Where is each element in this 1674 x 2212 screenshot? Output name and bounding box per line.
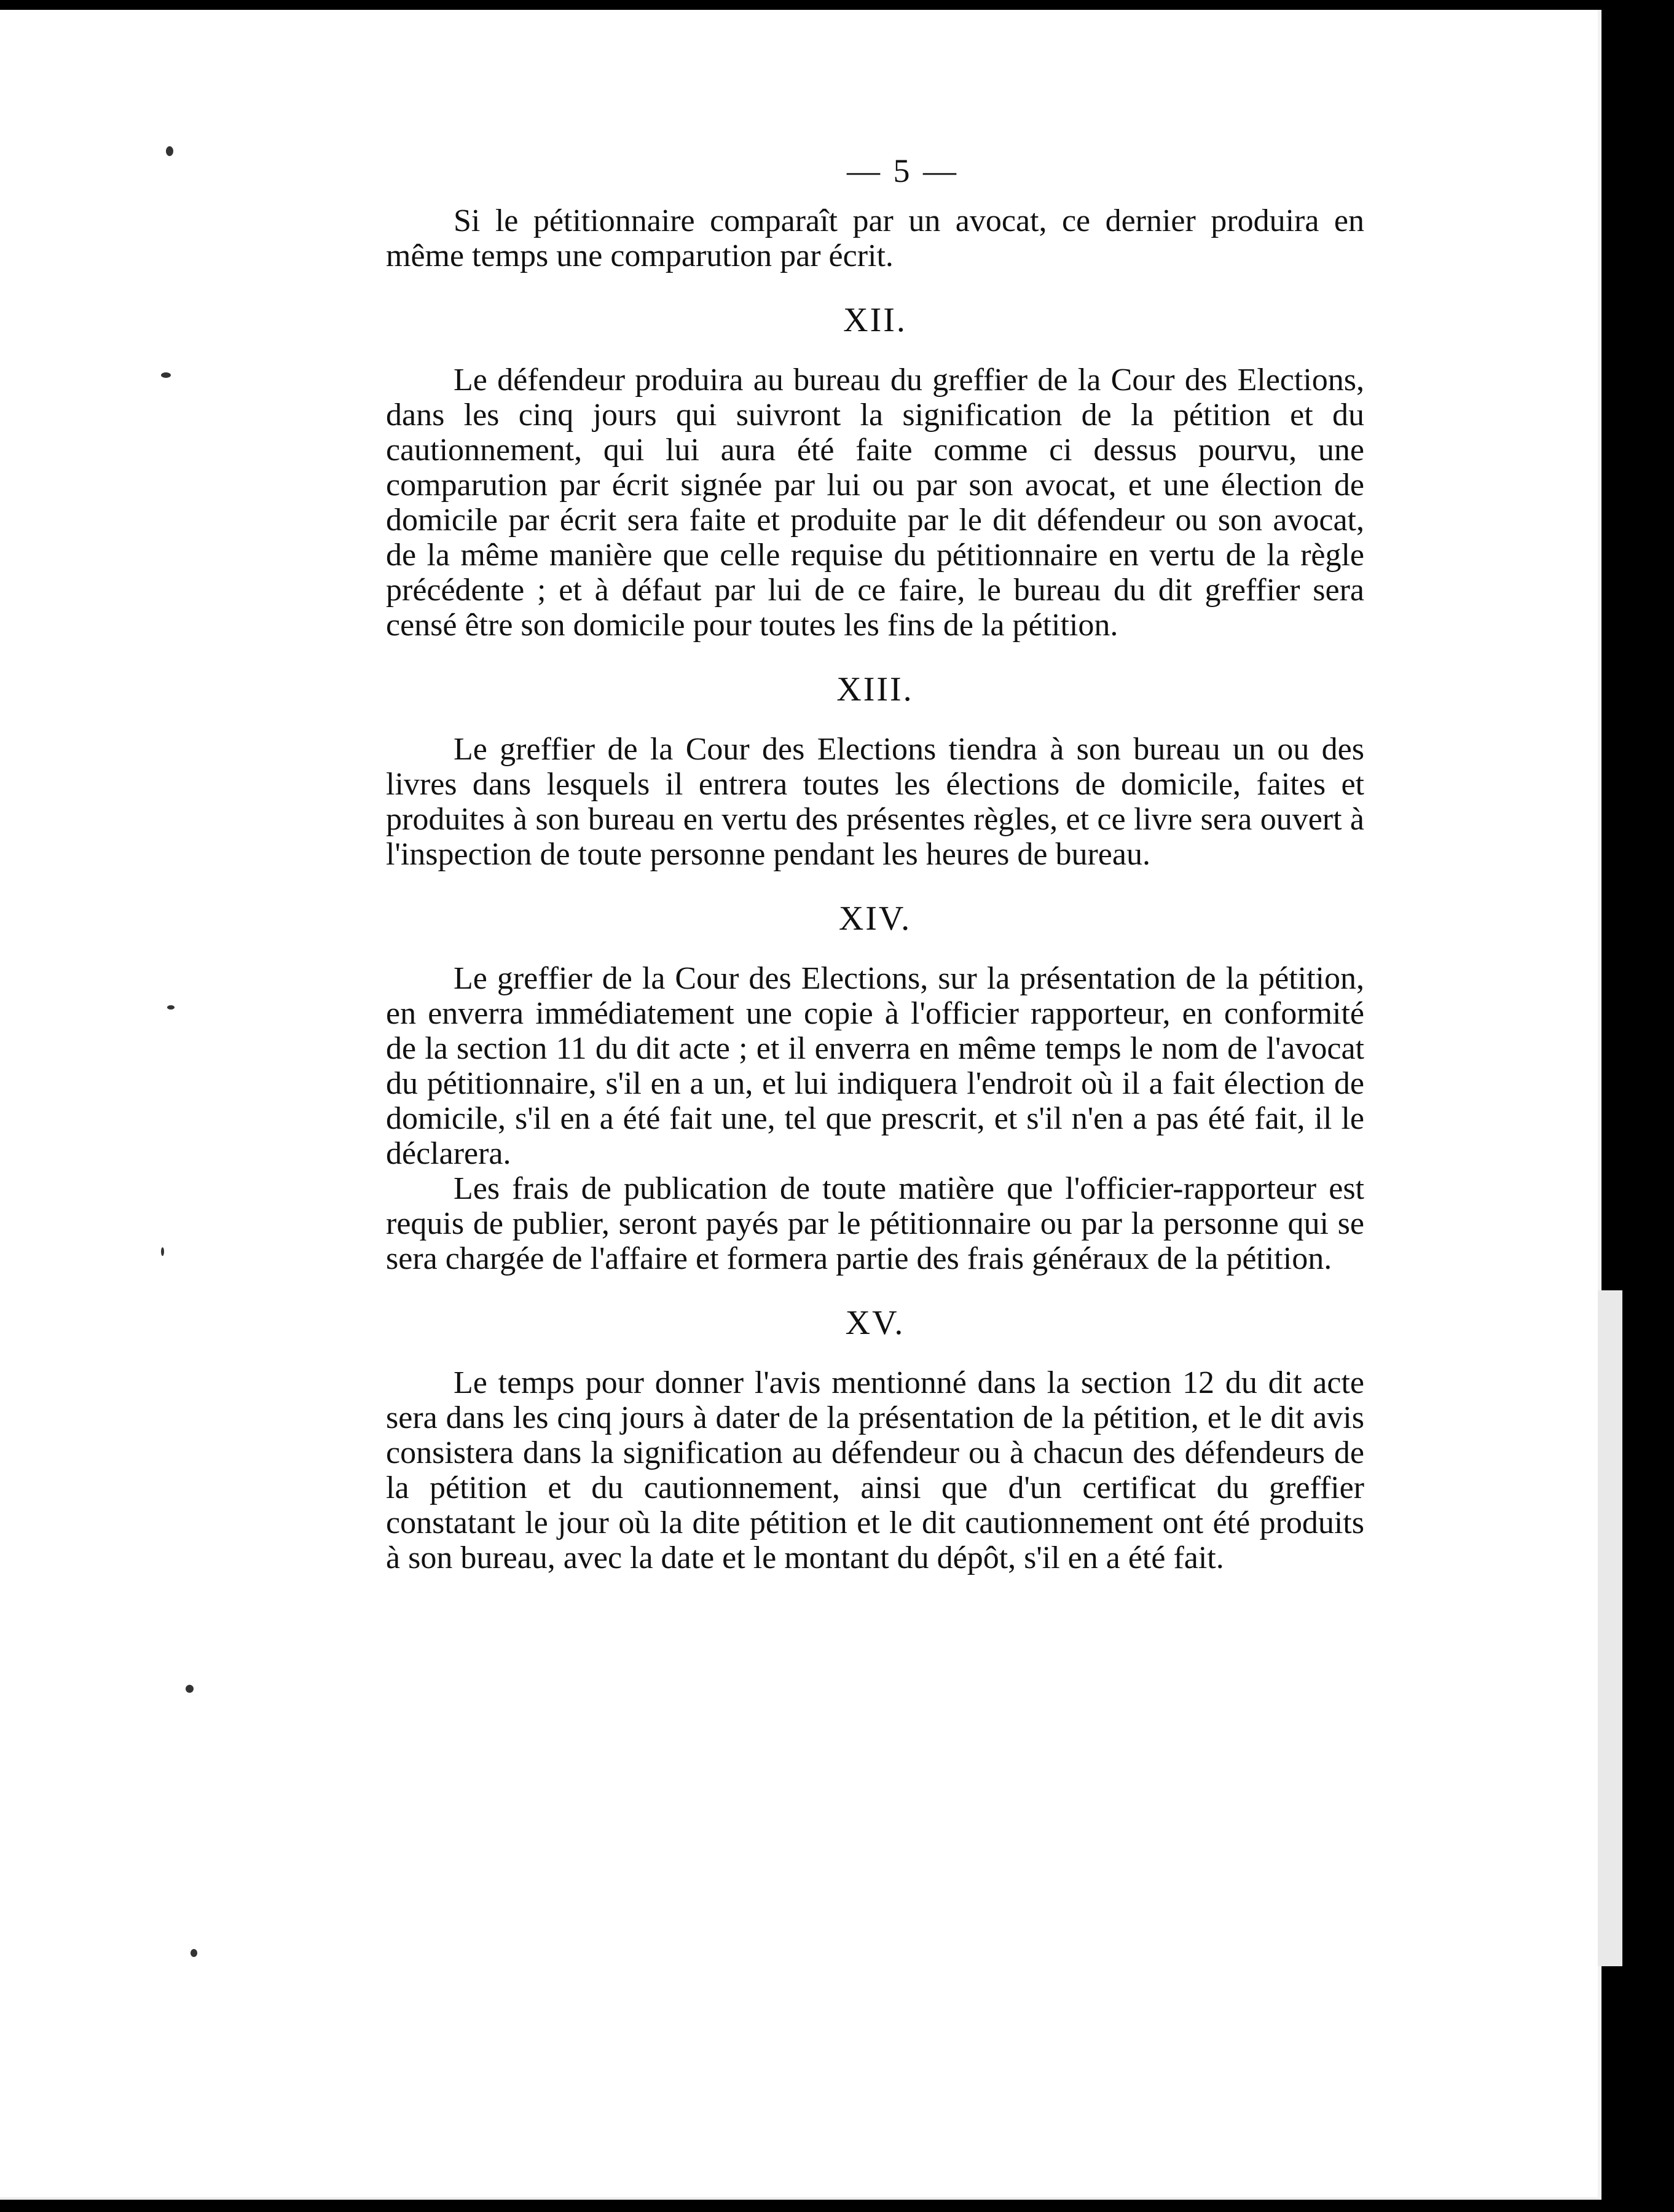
scan-speck — [167, 1005, 175, 1010]
section-paragraph: Le greffier de la Cour des Elections tiendra à son bureau un ou des livres dans lesquels il entrera toutes les élections de domicile, faites et produites à son bureau en vertu des présentes règles, et ce livre sera ouvert à l'inspection de toute personne pendant les heures de bureau. — [386, 732, 1364, 872]
section-heading: XIII. — [836, 670, 914, 708]
section-paragraph: Le temps pour donner l'avis mentionné dans la section 12 du dit acte sera dans les cinq jours à dater de la présentation de la pétition, et le dit avis consistera dans la signification au défendeur ou à chacun des défendeurs de la pétition et du cautionnement, ainsi que d'un certificat du greffier constatant le jour où la dite pétition et le dit cautionnement ont été produits à son bureau, avec la date et le montant du dépôt, s'il en a été fait. — [386, 1365, 1364, 1575]
section-paragraph: Le défendeur produira au bureau du greffier de la Cour des Elections, dans les cinq jours qui suivront la signification de la pétition et du cautionnement, qui lui aura été faite comme ci dessus pourvu, une comparution par écrit signée par lui ou par son avocat, et une élection de domicile par écrit sera faite et produite par le dit défendeur ou son avocat, de la même manière que celle requise du pétitionnaire en vertu de la règle précédente ; et à défaut par lui de ce faire, le bureau du dit greffier sera censé être son domicile pour toutes les fins de la pétition. — [386, 363, 1364, 643]
section-xiii — [386, 672, 1364, 872]
section-paragraph: Le greffier de la Cour des Elections, sur la présentation de la pétition, en enverra immédiatement une copie à l'officier rapporteur, en conformité de la section 11 du dit acte ; et il enverra en même temps le nom de l'avocat du pétitionnaire, s'il en a un, et lui indiquera l'endroit où il a fait élection de domicile, s'il en a été fait une, tel que prescrit, et s'il n'en a pas été fait, il le déclarera. — [386, 961, 1364, 1171]
section-xiv — [386, 901, 1364, 1276]
scan-speck — [161, 372, 171, 378]
section-xv — [386, 1306, 1364, 1575]
section-heading: XIV. — [838, 900, 912, 938]
scan-speck — [166, 146, 173, 156]
section-xii — [386, 303, 1364, 643]
text-column — [386, 154, 1364, 1575]
section-heading: XII. — [843, 301, 907, 339]
page-number: — 5 — — [847, 152, 959, 189]
scan-speck — [191, 1949, 197, 1957]
scan-speck — [186, 1685, 194, 1693]
scan-speck — [161, 1247, 164, 1256]
section-paragraph: Les frais de publication de toute matière que l'officier-rapporteur est requis de publier, seront payés par le pétitionnaire ou par la personne qui se sera chargée de l'affaire et formera partie des frais généraux de la pétition. — [386, 1171, 1364, 1276]
intro-paragraph: Si le pétitionnaire comparaît par un avocat, ce dernier produira en même temps une comparution par écrit. — [386, 203, 1364, 273]
page-edge-shadow — [1598, 1290, 1622, 1966]
section-heading: XV. — [845, 1304, 905, 1342]
